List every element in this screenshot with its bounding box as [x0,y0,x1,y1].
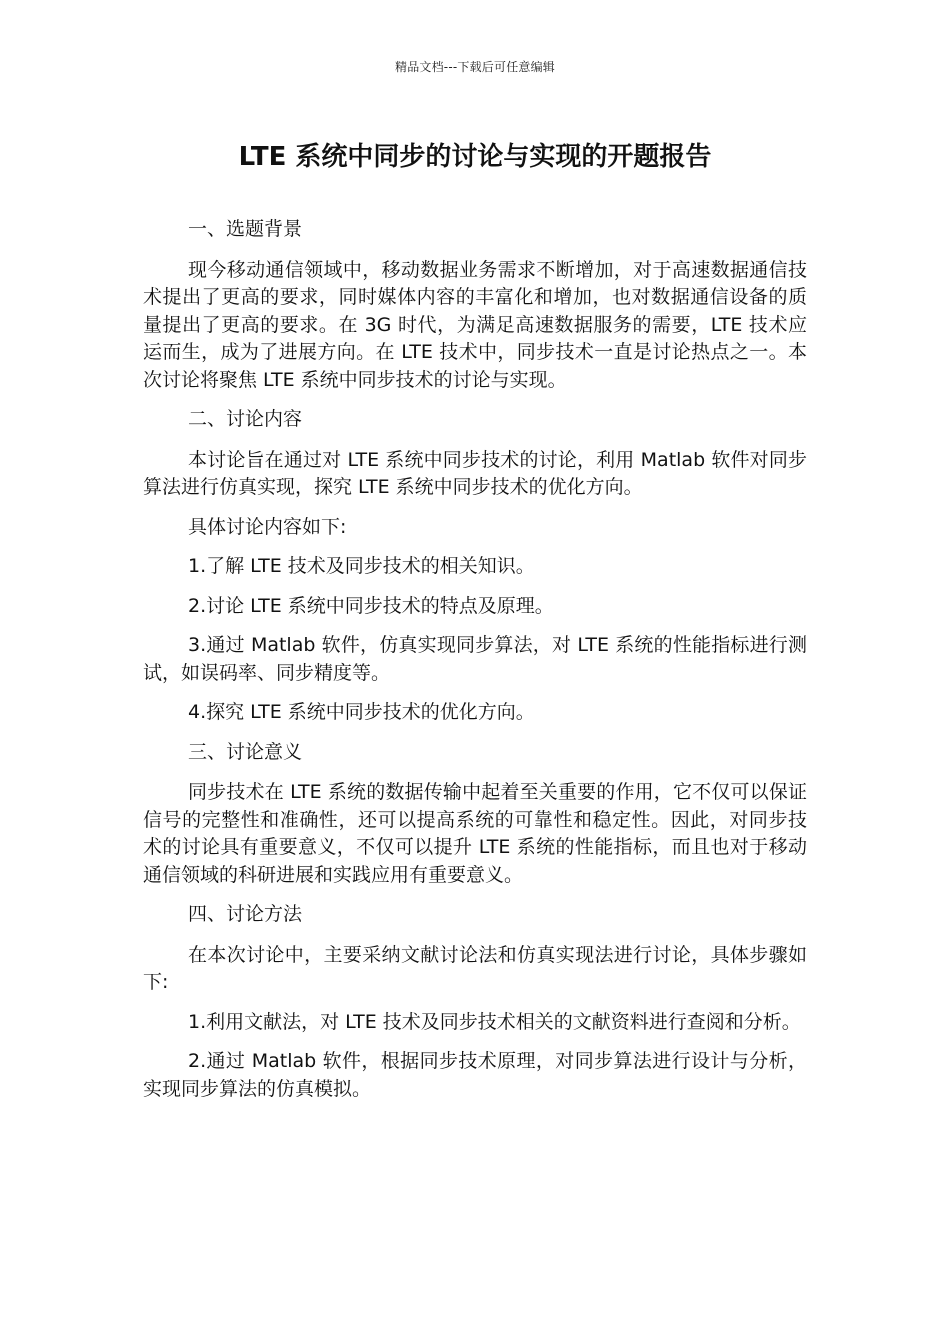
paragraph-content-intro: 本讨论旨在通过对 LTE 系统中同步技术的讨论，利用 Matlab 软件对同步算法进行仿真实现，探究 LTE 系统中同步技术的优化方向。 [143,448,807,498]
paragraph-method-intro: 在本次讨论中，主要采纳文献讨论法和仿真实现法进行讨论，具体步骤如下: [143,943,807,993]
list-item-method-1: 1.利用文献法，对 LTE 技术及同步技术相关的文献资料进行查阅和分析。 [188,1010,801,1033]
list-item-content-3: 3.通过 Matlab 软件，仿真实现同步算法，对 LTE 系统的性能指标进行测试，如误码率、同步精度等。 [143,634,807,684]
list-item-content-4: 4.探究 LTE 系统中同步技术的优化方向。 [188,701,535,723]
list-item-method-2: 2.通过 Matlab 软件，根据同步技术原理，对同步算法进行设计与分析，实现同步算法的仿真模拟。 [143,1050,807,1100]
document-body [143,216,807,1115]
list-item-content-1: 1.了解 LTE 技术及同步技术的相关知识。 [188,555,535,577]
page-header-note: 精品文档---下载后可任意编辑 [395,60,555,74]
section-heading-content: 二、讨论内容 [188,408,303,430]
document-title: LTE 系统中同步的讨论与实现的开题报告 [238,142,712,172]
paragraph-significance: 同步技术在 LTE 系统的数据传输中起着至关重要的作用，它不仅可以保证信号的完整性和准确性，还可以提高系统的可靠性和稳定性。因此，对同步技术的讨论具有重要意义，不仅可以提升 LTE 系统的性能指标，而且也对于移动通信领域的科研进展和实践应用有重要意义。 [143,781,807,886]
section-heading-method: 四、讨论方法 [188,903,303,925]
section-heading-significance: 三、讨论意义 [188,740,303,763]
paragraph-background: 现今移动通信领域中，移动数据业务需求不断增加，对于高速数据通信技术提出了更高的要求，同时媒体内容的丰富化和增加，也对数据通信设备的质量提出了更高的要求。在 3G 时代，为满足高速数据服务的需要，LTE 技术应运而生，成为了进展方向。在 LTE 技术中，同步技术一直是讨论热点之一。本次讨论将聚焦 LTE 系统中同步技术的讨论与实现。 [143,258,807,391]
section-heading-background: 一、选题背景 [188,218,303,240]
list-item-content-2: 2.讨论 LTE 系统中同步技术的特点及原理。 [188,594,554,617]
paragraph-content-list-intro: 具体讨论内容如下: [188,515,347,538]
